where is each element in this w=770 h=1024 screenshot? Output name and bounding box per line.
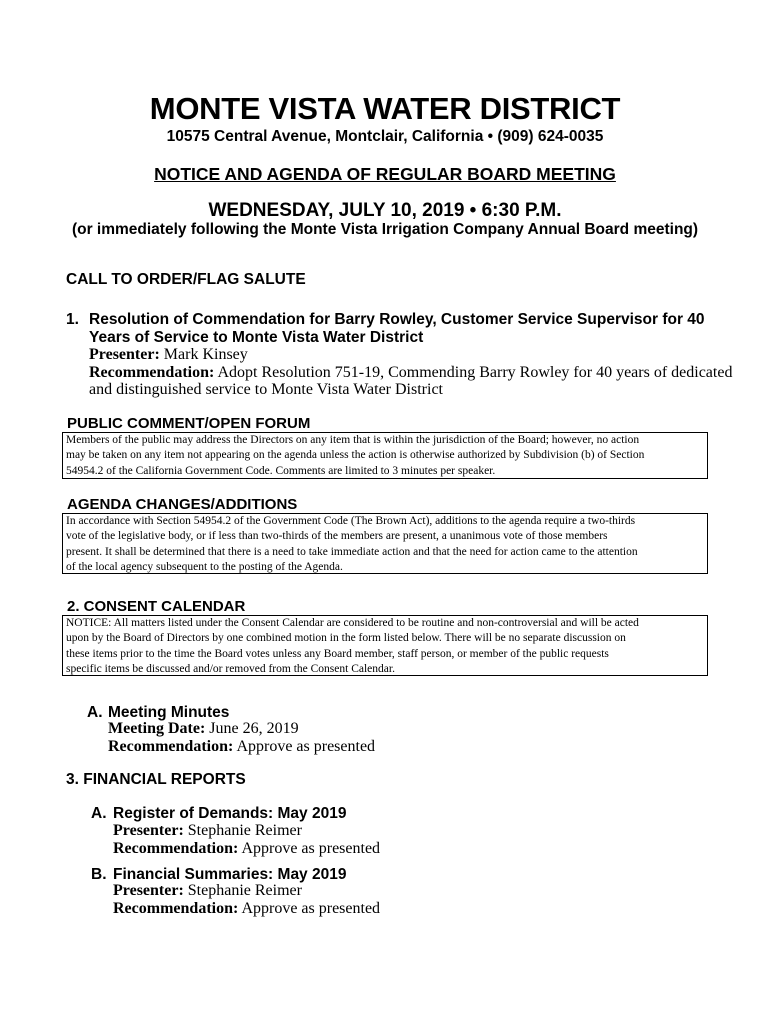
- presenter-name: Stephanie Reimer: [187, 822, 302, 839]
- item-1-recommendation-line2: and distinguished service to Monte Vista Water District: [89, 381, 443, 398]
- agenda-changes-heading: AGENDA CHANGES/ADDITIONS: [67, 496, 298, 513]
- recommendation-text: Approve as presented: [241, 840, 381, 857]
- consent-item-a-date: [108, 720, 299, 739]
- consent-calendar-box: [62, 615, 708, 676]
- financial-item-a-recommendation: [113, 840, 380, 859]
- item-1-number: 1.: [66, 311, 79, 328]
- financial-item-a-presenter: [113, 822, 302, 841]
- recommendation-text: Adopt Resolution 751-19, Commending Barry Rowley for 40 years of dedicated: [217, 364, 733, 381]
- agenda-changes-line: of the local agency subsequent to the posting of the Agenda.: [66, 561, 343, 574]
- consent-calendar-heading: 2. CONSENT CALENDAR: [67, 598, 246, 615]
- meeting-date: WEDNESDAY, JULY 10, 2019 • 6:30 P.M.: [208, 200, 562, 221]
- financial-item-a-title: Register of Demands: May 2019: [113, 805, 347, 822]
- financial-reports-heading: 3. FINANCIAL REPORTS: [66, 771, 246, 788]
- presenter-label: Presenter:: [89, 346, 160, 363]
- item-1-title-line1: Resolution of Commendation for Barry Rowley, Customer Service Supervisor for 40: [89, 311, 705, 328]
- meeting-date-label: Meeting Date:: [108, 720, 206, 737]
- consent-item-a-letter: A.: [87, 704, 103, 721]
- presenter-name: Stephanie Reimer: [187, 882, 302, 899]
- financial-item-b-title: Financial Summaries: May 2019: [113, 866, 347, 883]
- presenter-label: Presenter:: [113, 882, 184, 899]
- financial-item-b-letter: B.: [91, 866, 107, 883]
- financial-item-b-presenter: [113, 882, 302, 901]
- financial-item-b-recommendation: [113, 900, 380, 919]
- meeting-subtitle: (or immediately following the Monte Vista Irrigation Company Annual Board meeting): [71, 221, 699, 238]
- agenda-changes-box: [62, 513, 708, 574]
- recommendation-label: Recommendation:: [89, 364, 215, 381]
- presenter-name: Mark Kinsey: [163, 346, 248, 363]
- presenter-label: Presenter:: [113, 822, 184, 839]
- agenda-changes-line: In accordance with Section 54954.2 of the Government Code (The Brown Act), additions to the agenda require a two-thirds: [66, 515, 636, 527]
- agenda-changes-line: vote of the legislative body, or if less than two-thirds of the members are present, a unanimous vote of those members: [66, 530, 608, 543]
- financial-item-a-letter: A.: [91, 805, 107, 822]
- agenda-changes-line: present. It shall be determined that there is a need to take immediate action and that the need for action came to the attention: [66, 545, 638, 558]
- item-1-title-line2: Years of Service to Monte Vista Water District: [89, 329, 424, 346]
- public-comment-heading: PUBLIC COMMENT/OPEN FORUM: [67, 415, 311, 432]
- consent-item-a-title: Meeting Minutes: [108, 704, 230, 721]
- public-comment-line: may be taken on any item not appearing on the agenda unless the action is otherwise authorized by Subdivision (b) of Section: [66, 449, 645, 462]
- consent-calendar-line: specific items be discussed and/or removed from the Consent Calendar.: [66, 663, 395, 676]
- consent-item-a-recommendation: [108, 738, 375, 757]
- recommendation-label: Recommendation:: [108, 738, 234, 755]
- recommendation-label: Recommendation:: [113, 900, 239, 917]
- call-to-order-heading: CALL TO ORDER/FLAG SALUTE: [66, 271, 306, 288]
- public-comment-box: [62, 432, 708, 479]
- consent-calendar-line: upon by the Board of Directors by one combined motion in the form listed below. There will be no separate discussion on: [66, 632, 626, 645]
- recommendation-text: Approve as presented: [241, 900, 381, 917]
- consent-calendar-line: NOTICE: All matters listed under the Consent Calendar are considered to be routine and non-controversial and will be acted: [66, 617, 639, 629]
- public-comment-line: Members of the public may address the Directors on any item that is within the jurisdiction of the Board; however, no action: [66, 434, 640, 446]
- item-1-recommendation: [89, 364, 732, 383]
- meeting-date-value: June 26, 2019: [209, 720, 299, 737]
- notice-title: NOTICE AND AGENDA OF REGULAR BOARD MEETING: [154, 164, 616, 184]
- item-1-presenter: [89, 346, 248, 365]
- recommendation-label: Recommendation:: [113, 840, 239, 857]
- district-title: MONTE VISTA WATER DISTRICT: [149, 91, 621, 126]
- consent-calendar-line: these items prior to the time the Board votes unless any Board member, staff person, or member of the public requests: [66, 647, 609, 660]
- recommendation-text: Approve as presented: [236, 738, 376, 755]
- public-comment-line: 54954.2 of the California Government Code. Comments are limited to 3 minutes per speaker.: [66, 464, 496, 477]
- district-address: 10575 Central Avenue, Montclair, California • (909) 624-0035: [166, 128, 604, 145]
